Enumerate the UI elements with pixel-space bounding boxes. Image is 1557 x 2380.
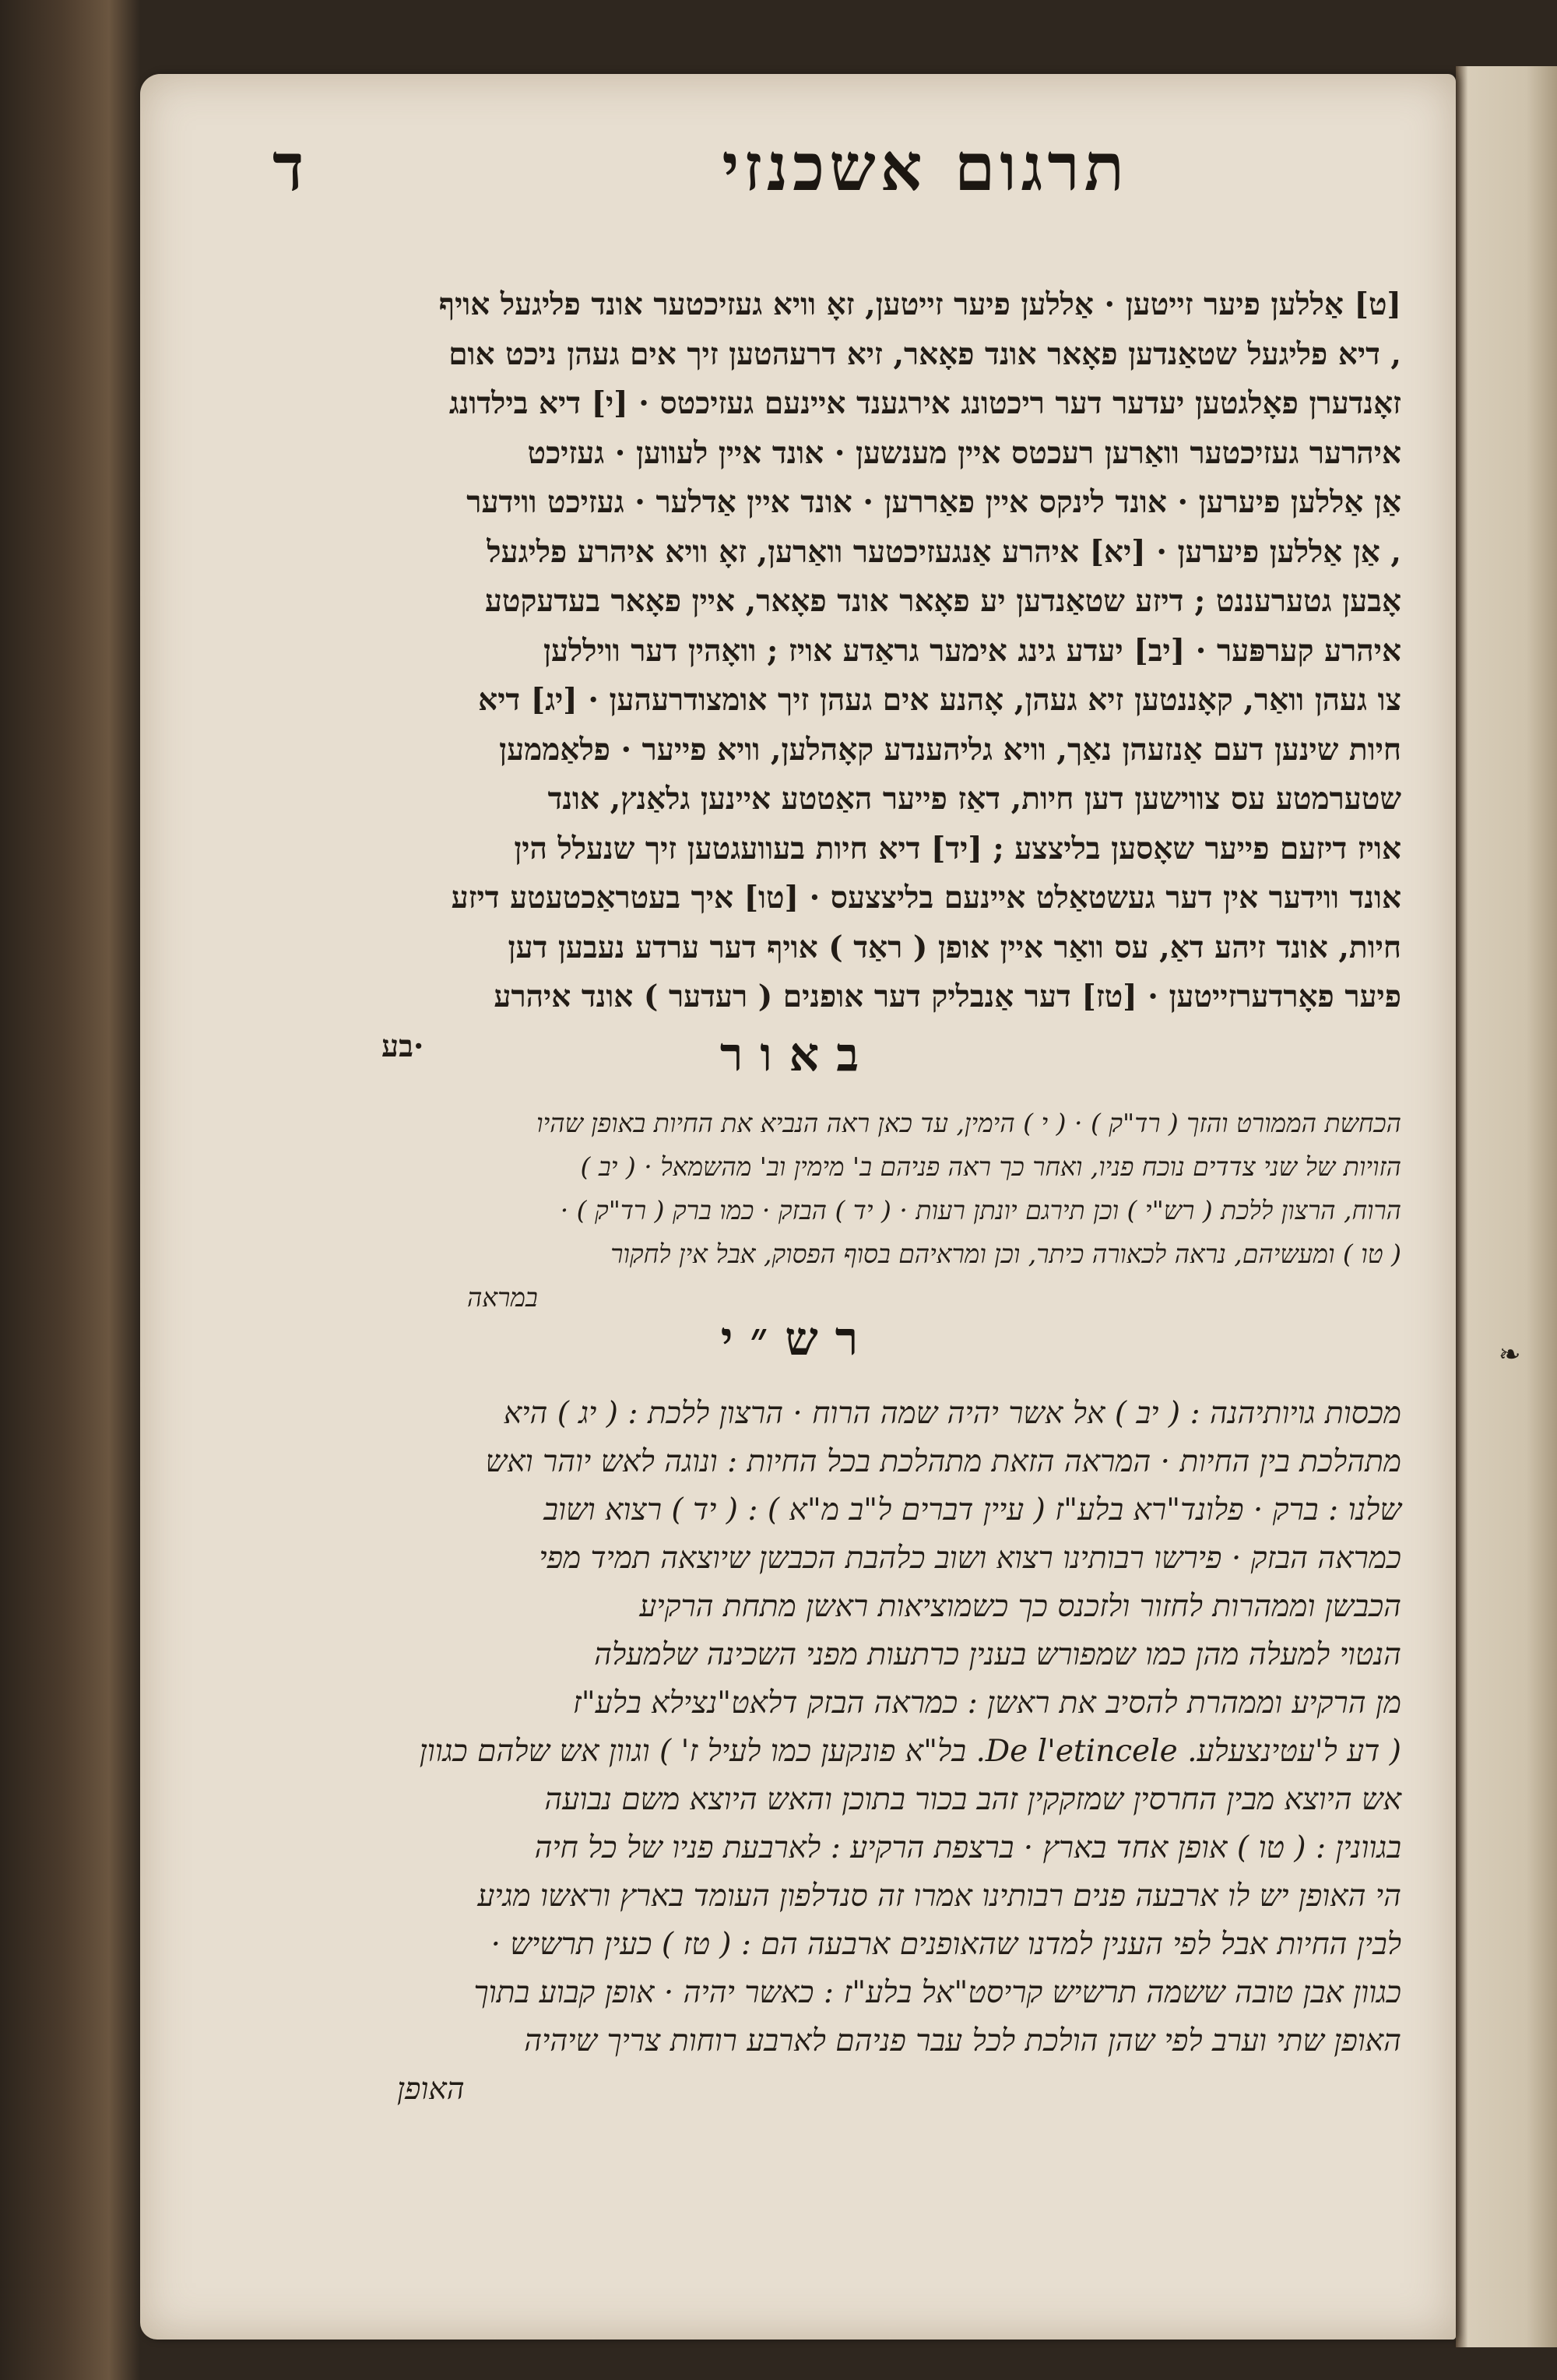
beur-heading: באור [719,1028,877,1082]
text-line: הכחשת הממורט והזך ( רד"ק ) · ( י ) הימין, עד כאן ראה הנביא את החיות באופן שהיו [536,1108,1401,1138]
text-line: הי האופן יש לו ארבעה פנים רבותינו אמרו זה סנדלפון העומד בארץ וראשו מגיע [477,1879,1401,1914]
text-line: איהרע קערפּער · [יב] יעדע גינג אימער גראַדע אויז ; וואָהין דער וויללען [543,632,1401,669]
text-line: אָבען גטערעננט ; דיזע שטאַנדען יע פאָאר אונד פאָאר, איין פאָאר בעדעקטע [484,583,1401,619]
text-line: מתהלכת בין החיות · המראה הזאת מתהלכת בכל החיות : ונוגה לאש יוהר ואש [485,1444,1401,1479]
text-line: [ט] אַללען פיער זייטען · אַללען פיער זייטען, זאָ וויא געזיכטער אונד פליגעל אויף [438,287,1401,322]
text-line: איהרער געזיכטער וואַרען רעכטס איין מענשען · אונד איין לעווען · געזיכט [527,434,1401,471]
text-line: ( דע ל'עטינצעלע. De l'etincele. בל"א פונקען כמו לעיל ז' ) וגוון אש שלהם כגוון [419,1734,1401,1769]
rashi-commentary [210,1390,1401,2114]
text-line: לבין החיות אבל לפי הענין למדנו שהאופנים ארבעה הם : ( טז ) כעין תרשיש · [490,1927,1401,1962]
running-title: תרגום אשכנזי [722,128,1129,206]
text-line: הרוח, הרצון ללכת ( רש"י ) וכן תירגם יונתן רעות · ( יד ) הבזק · כמו ברק ( רד"ק ) · [560,1195,1401,1225]
catchword: האופן [397,2072,465,2107]
text-line: ( טו ) ומעשיהם, נראה לכאורה כיתר, וכן ומראיהם בסוף הפסוק, אבל אין לחקור [610,1239,1401,1269]
text-line: בגוונין : ( טו ) אופן אחד בארץ · ברצפת הרקיע : לארבעת פניו של כל חיה [534,1830,1401,1865]
text-line: זאָנדערן פאָלגטען יעדער דער ריכטונג אירגענד איינעם געזיכטס · [י] דיא בילדונג [448,385,1401,421]
text-line: , אַן אַללען פיערען · [יא] איהרע אַנגעזיכטער וואַרען, זאָ וויא איהרע פליגעל [487,533,1401,570]
page-number-letter: ד [272,128,304,206]
text-line: שלנו : ברק · פלונד"רא בלע"ז ( עיין דברים ל"ב מ"א ) : ( יד ) רצוא ושוב [543,1492,1401,1527]
text-line: אַן אַללען פיערען · אונד לינקס איין פאַררען · אונד איין אַדלער · געזיכט ווידער [466,484,1401,520]
text-line: כמראה הבזק · פירשו רבותינו רצוא ושוב כלהבת הכבשן שיוצאה תמיד מפי [539,1541,1401,1576]
text-line: אונד ווידער אין דער געשטאַלט איינעם בליצצעס · [טו] איך בעטראַכטעטע דיזע [451,880,1401,916]
text-line: אויז דיזעם פייער שאָסען בליצצע ; [יד] דיא חיות בעוועגטען זיך שנעלל הין [514,830,1401,867]
book-page [140,74,1521,2340]
ornament-mark: ❧ [1499,1339,1521,1370]
text-line: הכבשן וממהרות לחזור ולזכנס כך כשמוציאות ראשן מתחת הרקיע [639,1589,1401,1624]
text-line: צו געהן וואַר, קאָננטען זיא געהן, אָהנע אים געהן זיך אומצודרעהען · [יג] דיא [478,682,1401,718]
text-line: חיות, אונד זיהע דאַ, עס וואַר איין אופן ( ראַד ) אויף דער ערדע נעבען דען [508,929,1401,965]
text-line: האופן שתי וערב לפי שהן הולכת לכל עבר פניהם לארבע רוחות צריך שיהיה [524,2023,1401,2058]
beur-commentary [210,1102,1401,1320]
text-line: מן הרקיע וממהרת להסיב את ראשן : כמראה הבזק דלאט"נצילא בלע"ז [572,1686,1401,1721]
catchword: בע· [381,1028,424,1064]
text-line: כגוון אבן טובה ששמה תרשיש קריסט"אל בלע"ז : כאשר יהיה · אופן קבוע בתוך [473,1975,1401,2010]
text-line: מכסות גויותיהנה : ( יב ) אל אשר יהיה שמה הרוח · הרצון ללכת : ( יג ) היא [503,1396,1401,1431]
page-header [140,121,1456,230]
facing-page-edge [1456,66,1557,2347]
catchword: במראה [467,1282,538,1313]
text-line: הנטוי למעלה מהן כמו שמפורש בענין כרתעות מפני השכינה שלמעלה [594,1637,1401,1672]
text-line: חיות שינען דעם אַנזעהן נאַך, וויא גליהענדע קאָהלען, וויא פייער · פלאַממען [499,731,1401,768]
rashi-heading: רש״י [720,1312,876,1366]
text-line: שטערמטע עס צווישען דען חיות, דאַז פייער האַטטע איינען גלאַנץ, אונד [547,781,1401,817]
text-line: אש היוצא מבין החרסין שמזקקין זהב בכור בתוכן והאש היוצא משם נבועה [544,1782,1401,1817]
text-line: הזויות של שני צדדים נוכח פניו, ואחר כך ראה פניהם ב' מימין וב' מהשמאל · ( יב ) [580,1151,1401,1182]
german-translation-text [210,280,1401,1071]
text-line: , דיא פליגעל שטאַנדען פאָאר אונד פאָאר, זיא דרעהטען זיך אים געהן ניכט אום [448,336,1401,372]
text-line: פיער פאָרדערזייטען · [טז] דער אַנבליק דער אופנים ( רעדער ) אונד איהרע [494,979,1401,1014]
